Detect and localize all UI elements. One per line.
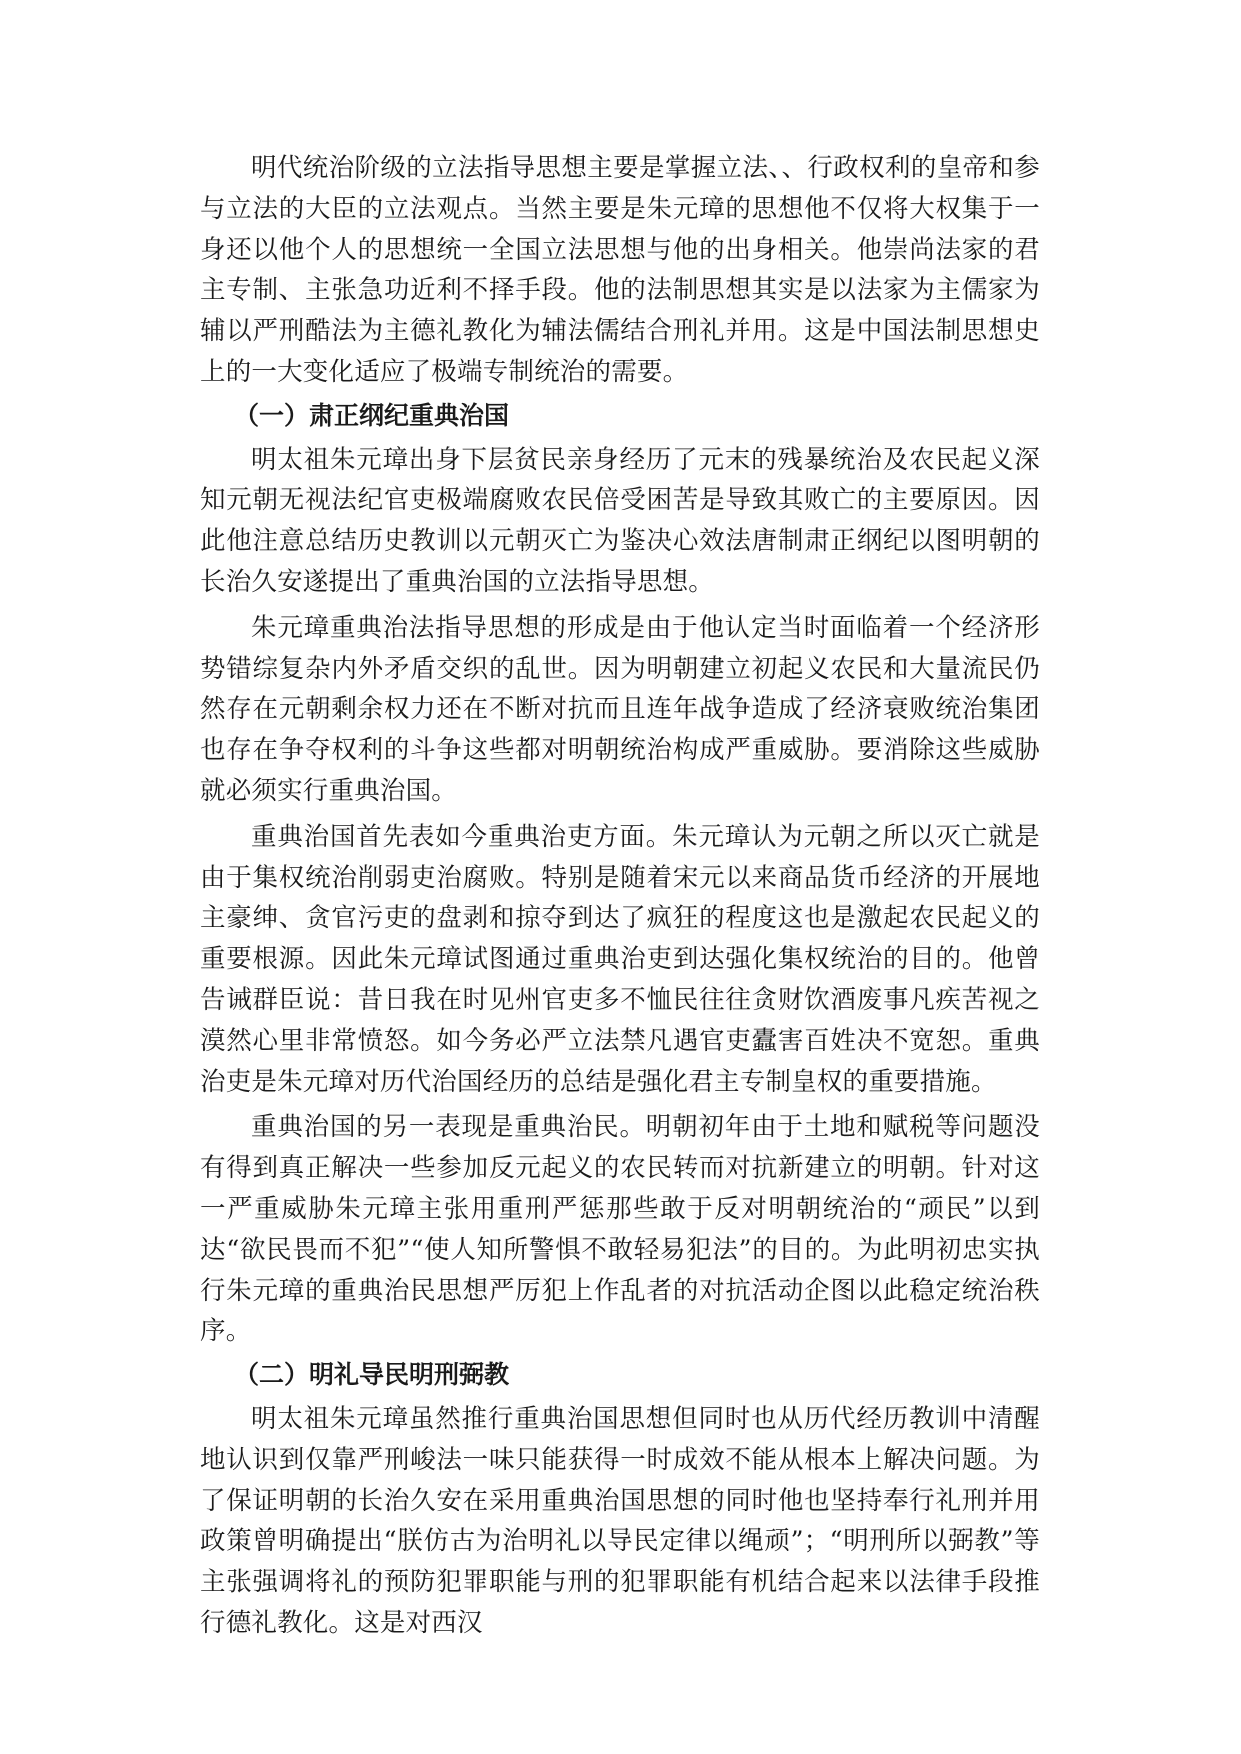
document-body <box>200 148 1040 1644</box>
section1-paragraph-3: 重典治国首先表如今重典治吏方面。朱元璋认为元朝之所以灭亡就是由于集权统治削弱吏治腐败。特别是随着宋元以来商品货币经济的开展地主豪绅、贪官污吏的盘剥和掠夺到达了疯狂的程度这也是激起农民起义的重要根源。因此朱元璋试图通过重典治吏到达强化集权统治的目的。他曾告诫群臣说：昔日我在时见州官吏多不恤民往往贪财饮酒废事凡疾苦视之漠然心里非常愤怒。如今务必严立法禁凡遇官吏蠹害百姓决不宽恕。重典治吏是朱元璋对历代治国经历的总结是强化君主专制皇权的重要措施。 <box>200 821 1040 1097</box>
section1-paragraph-2: 朱元璋重典治法指导思想的形成是由于他认定当时面临着一个经济形势错综复杂内外矛盾交织的乱世。因为明朝建立初起义农民和大量流民仍然存在元朝剩余权力还在不断对抗而且连年战争造成了经济衰败统治集团也存在争夺权利的斗争这些都对明朝统治构成严重威胁。要消除这些威胁就必须实行重典治国。 <box>200 612 1040 806</box>
section1-paragraph-4: 重典治国的另一表现是重典治民。明朝初年由于土地和赋税等问题没有得到真正解决一些参加反元起义的农民转而对抗新建立的明朝。针对这一严重威胁朱元璋主张用重刑严惩那些敢于反对明朝统治的“顽民”以到达“欲民畏而不犯”“使人知所警惧不敢轻易犯法”的目的。为此明初忠实执行朱元璋的重典治民思想严厉犯上作乱者的对抗活动企图以此稳定统治秩序。 <box>200 1112 1040 1347</box>
section2-paragraph-1: 明太祖朱元璋虽然推行重典治国思想但同时也从历代经历教训中清醒地认识到仅靠严刑峻法一味只能获得一时成效不能从根本上解决问题。为了保证明朝的长治久安在采用重典治国思想的同时他也坚持奉行礼刑并用政策曾明确提出“朕仿古为治明礼以导民定律以绳顽”；“明刑所以弼教”等主张强调将礼的预防犯罪职能与刑的犯罪职能有机结合起来以法律手段推行德礼教化。这是对西汉 <box>200 1403 1040 1638</box>
intro-paragraph: 明代统治阶级的立法指导思想主要是掌握立法、、行政权利的皇帝和参与立法的大臣的立法观点。当然主要是朱元璋的思想他不仅将大权集于一身还以他个人的思想统一全国立法思想与他的出身相关。他崇尚法家的君主专制、主张急功近利不择手段。他的法制思想其实是以法家为主儒家为辅以严刑酷法为主德礼教化为辅法儒结合刑礼并用。这是中国法制思想史上的一大变化适应了极端专制统治的需要。 <box>200 153 1040 387</box>
section-heading-1: （一）肃正纲纪重典治国 <box>234 400 510 430</box>
section-heading-2: （二）明礼导民明刑弼教 <box>234 1360 510 1390</box>
section1-paragraph-1: 明太祖朱元璋出身下层贫民亲身经历了元末的残暴统治及农民起义深知元朝无视法纪官吏极端腐败农民倍受困苦是导致其败亡的主要原因。因此他注意总结历史教训以元朝灭亡为鉴决心效法唐制肃正纲纪以图明朝的长治久安遂提出了重典治国的立法指导思想。 <box>200 444 1040 597</box>
